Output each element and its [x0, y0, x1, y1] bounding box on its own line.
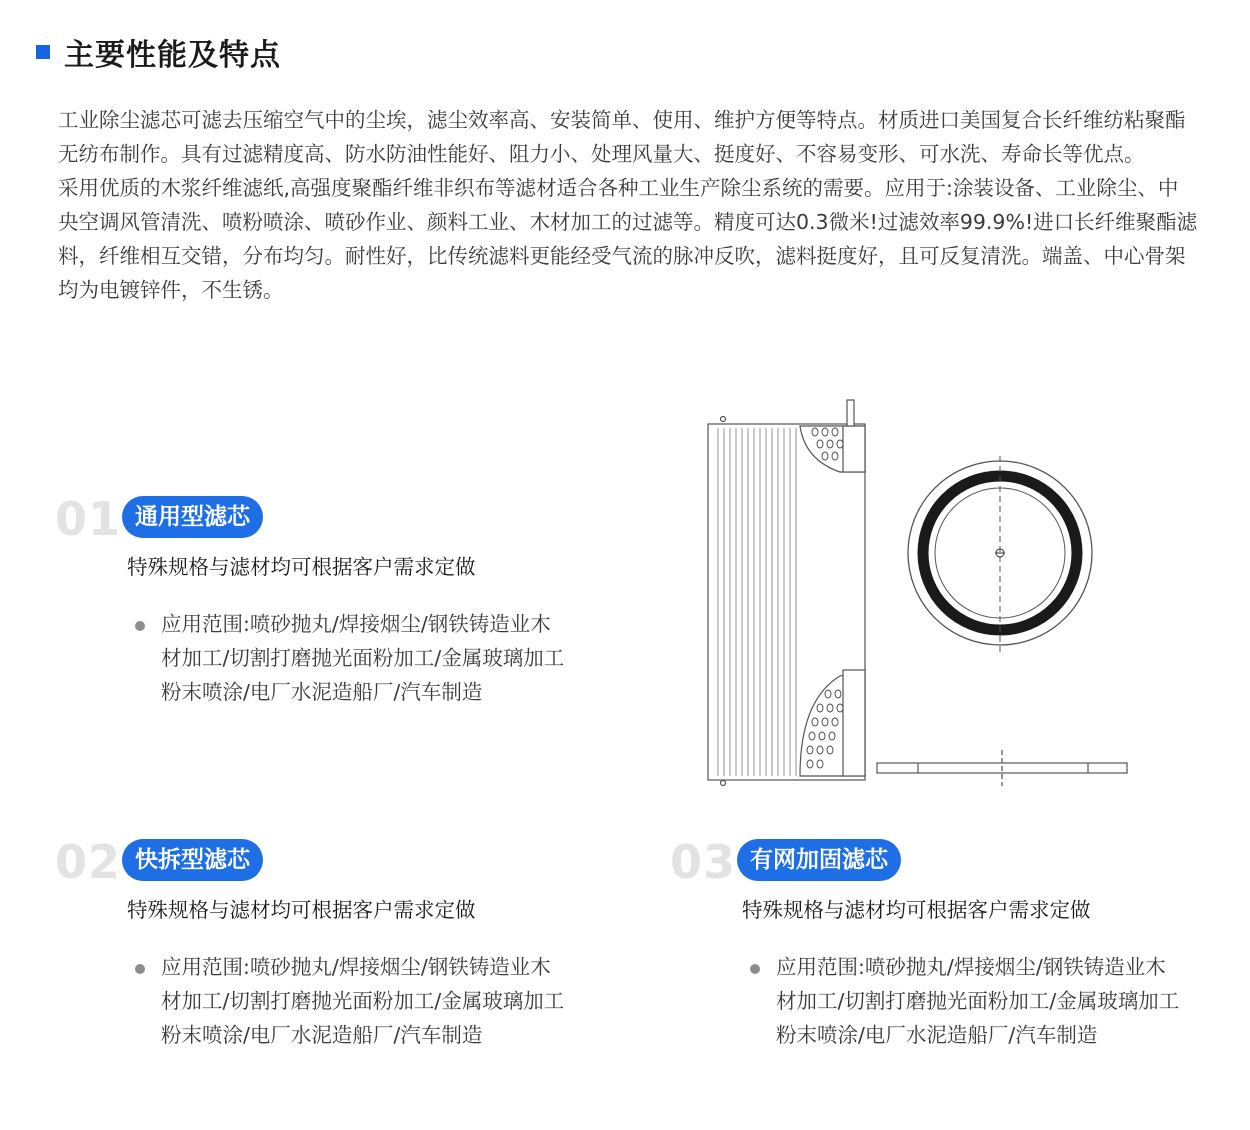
card-title-pill: 通用型滤芯 — [122, 496, 263, 538]
card-number: 02 — [55, 835, 122, 889]
title-marker-icon — [36, 45, 50, 59]
section-header — [36, 30, 281, 74]
intro-paragraph-2: 采用优质的木浆纤维滤纸,高强度聚酯纤维非织布等滤材适合各种工业生产除尘系统的需要。应用于:涂装设备、工业除尘、中央空调风管清洗、喷粉喷涂、喷砂作业、颜料工业、木材加工的过滤等。精度可达0.3微米!过滤效率99.9%!进口长纤维聚酯滤料，纤维相互交错，分布均匀。耐性好，比传统滤料更能经受气流的脉冲反吹，滤料挺度好，且可反复清洗。端盖、中心骨架均为电镀锌件，不生锈。 — [58, 176, 1198, 302]
card-title-pill: 快拆型滤芯 — [122, 839, 263, 881]
card-application-text: 应用范围:喷砂抛丸/焊接烟尘/钢铁铸造业木材加工/切割打磨抛光面粉加工/金属玻璃加工粉末喷涂/电厂水泥造船厂/汽车制造 — [161, 955, 565, 1047]
filter-gasket-view — [877, 750, 1127, 786]
product-card-3 — [670, 835, 1180, 1099]
card-application-text: 应用范围:喷砂抛丸/焊接烟尘/钢铁铸造业木材加工/切割打磨抛光面粉加工/金属玻璃加工粉末喷涂/电厂水泥造船厂/汽车制造 — [161, 612, 565, 704]
card-application-text: 应用范围:喷砂抛丸/焊接烟尘/钢铁铸造业木材加工/切割打磨抛光面粉加工/金属玻璃加工粉末喷涂/电厂水泥造船厂/汽车制造 — [776, 955, 1180, 1047]
card-number: 01 — [55, 492, 122, 546]
card-subtitle: 特殊规格与滤材均可根据客户需求定做 — [127, 898, 476, 922]
product-card-2 — [55, 835, 565, 1099]
card-subtitle: 特殊规格与滤材均可根据客户需求定做 — [742, 898, 1091, 922]
filter-side-view — [708, 400, 865, 786]
filter-top-view — [908, 456, 1092, 652]
bullet-icon — [135, 621, 145, 631]
card-subtitle: 特殊规格与滤材均可根据客户需求定做 — [127, 555, 476, 579]
bullet-icon — [135, 964, 145, 974]
filter-technical-drawing — [700, 390, 1140, 790]
bullet-icon — [750, 964, 760, 974]
card-number: 03 — [670, 835, 737, 889]
product-card-1 — [55, 492, 565, 756]
card-title-pill: 有网加固滤芯 — [737, 839, 901, 881]
section-title: 主要性能及特点 — [64, 38, 281, 73]
intro-paragraph-1: 工业除尘滤芯可滤去压缩空气中的尘埃，滤尘效率高、安装简单、使用、维护方便等特点。材质进口美国复合长纤维纺粘聚酯无纺布制作。具有过滤精度高、防水防油性能好、阻力小、处理风量大、挺度好、不容易变形、可水洗、寿命长等优点。 — [58, 108, 1186, 166]
intro-text — [58, 103, 1198, 307]
